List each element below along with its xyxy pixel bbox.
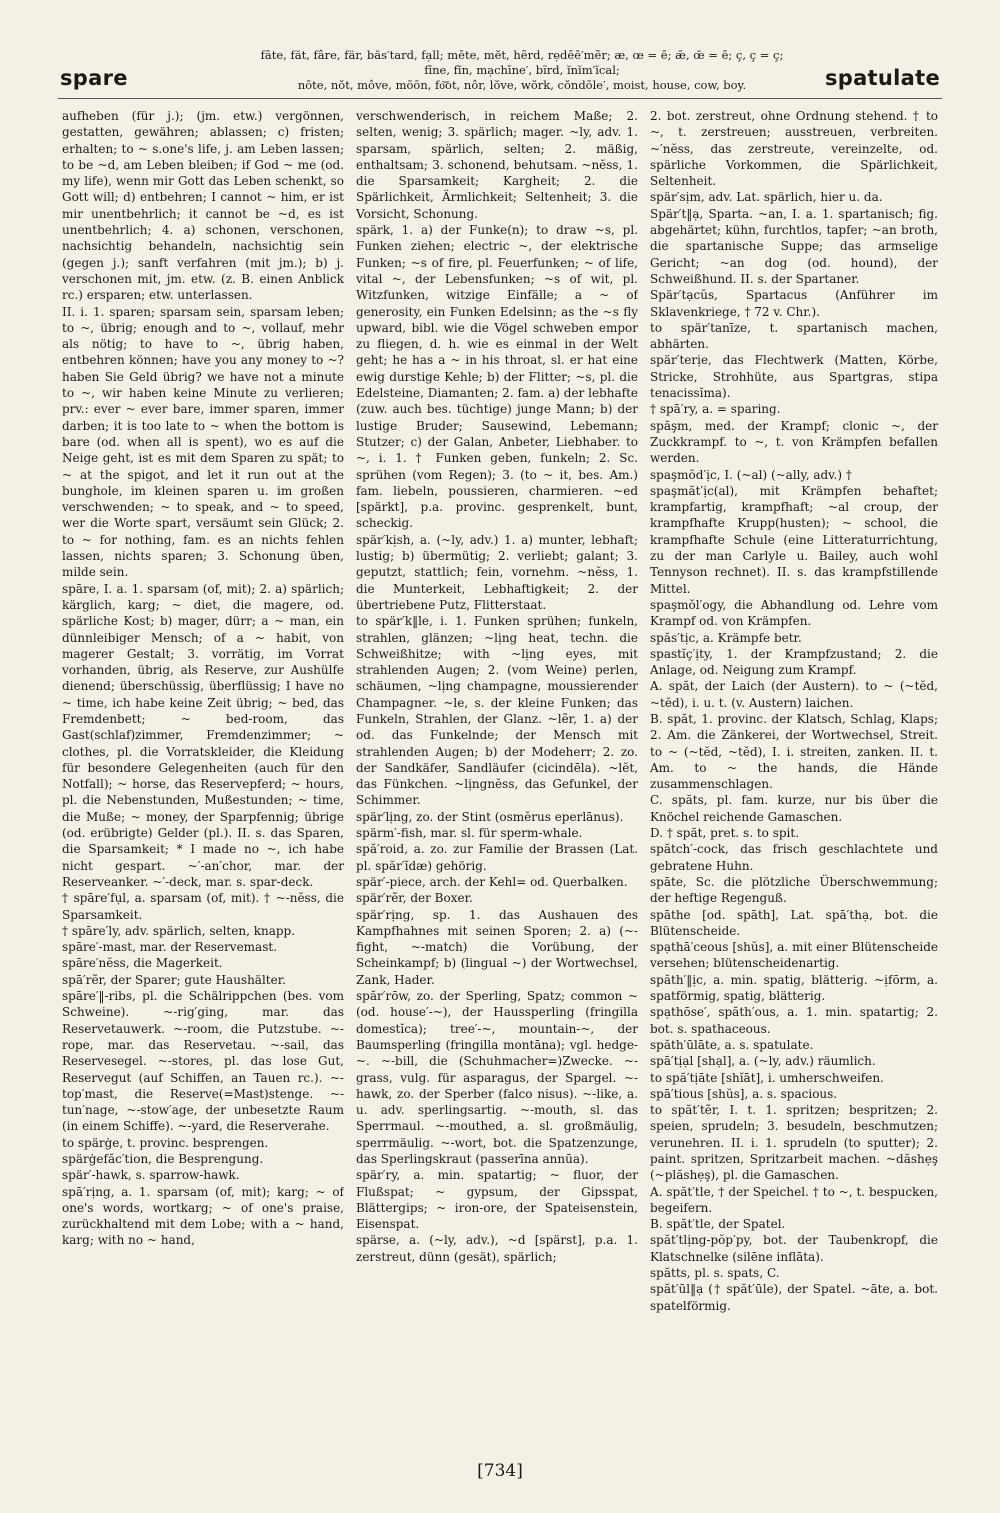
dictionary-entry: C. spăts, pl. fam. kurze, nur bis über die Knöchel reichende Gamaschen. [650, 793, 938, 824]
dictionary-entry: spătch′-cock, das frisch geschlachtete und gebratene Huhn. [650, 842, 938, 873]
dictionary-entry: spastĭç′ịty, 1. der Krampfzustand; 2. die Anlage, od. Neigung zum Krampf. [650, 646, 938, 678]
dictionary-entry: spär′ry, a. min. spatartig; ~ fluor, der Flußspat; ~ gypsum, der Gipsspat, Blättergips; ~ iron-ore, der Spateisenstein, Eisenspat. [356, 1168, 638, 1232]
dictionary-entry: † spā′ry, a. = sparing. [650, 402, 781, 417]
column-2 [356, 108, 638, 1446]
dictionary-entry: spăt′ūl‖ạ († spăt′ūle), der Spatel. ~āte, a. bot. spatelförmig. [650, 1282, 938, 1313]
dictionary-entry: spär′lịng, zo. der Stint (osmĕrus eperlānus). [356, 809, 624, 824]
dictionary-entry: spär′-hawk, s. sparrow-hawk. [62, 1168, 240, 1183]
dictionary-entry: spā′tịạl [shạl], a. (~ly, adv.) räumlich. [650, 1054, 876, 1069]
dictionary-entry: spāre′‖-ribs, pl. die Schälrippchen (bes. vom Schweine). ~-rig′ging, mar. das Reservetauwerk. ~-room, die Putzstube. ~-rope, mar. das Reservetau. ~-sail, das Reservesegel. ~-stores, pl. das lose Gut, Reservegut (auf Schiffen, an Tauen rc.). ~-top′mast, die Reserve(=Mast)stenge. ~-tun′nage, ~-stow′age, der unbesetzte Raum (in einem Schiffe). ~-yard, die Reserverahe. [62, 989, 344, 1134]
dictionary-entry: spär′kịsh, a. (~ly, adv.) 1. a) munter, lebhaft; lustig; b) übermütig; 2. verliebt; galant; 3. geputzt, stattlich; fein, vornehm. ~nĕss, 1. die Munterkeit, Lebhaftigkeit; 2. der übertriebene Putz, Flitterstaat. [356, 532, 638, 612]
dictionary-entry: spaşmŏl′ogy, die Abhandlung od. Lehre vom Krampf od. von Krämpfen. [650, 597, 938, 629]
dictionary-entry: to spă′tịāte [shĭāt], i. umherschweifen. [650, 1070, 884, 1085]
left-running-headword: spare [60, 66, 128, 90]
dictionary-entry: spär′rẽr, der Boxer. [356, 891, 473, 906]
dictionary-entry: spā′rịng, a. 1. sparsam (of, mit); karg; ~ of one's words, wortkarg; ~ of one's praise, zurückhaltend mit dem Lobe; with a ~ hand, karg; with no ~ hand, [62, 1184, 344, 1248]
dictionary-entry: † spāre′fụl, a. sparsam (of, mit). † ~-nĕss, die Sparsamkeit. [62, 891, 344, 922]
dictionary-entry: spăr′rōw, zo. der Sperling, Spatz; common ~ (od. house′-~), der Haussperling (fringilla domestĭca); tree′-~, mountain-~, der Baumsperling (fringilla montāna); vgl. hedge-~. ~-bill, die (Schuhmacher=)Zwecke. ~-grass, vulg. für asparagus, der Spargel. ~-hawk, zo. der Sperber (falco nisus). ~-like, a. u. adv. sperlingsartig. ~-mouth, sl. das Sperrmaul. ~-mouthed, a. sl. großmäulig, sperrmäulig. ~-wort, bot. die Spatzenzunge, das Sperlingskraut (passerīna annūa). [356, 989, 638, 1166]
column-3 [650, 108, 938, 1446]
pronunciation-guide [242, 48, 802, 93]
dictionary-entry: spăth′‖ịc, a. min. spatig, blätterig. ~ịfōrm, a. spatförmig, spatig, blätterig. [650, 972, 938, 1004]
dictionary-entry: spăşm, med. der Krampf; clonic ~, der Zuckkrampf. to ~, t. von Krämpfen befallen werden. [650, 418, 938, 466]
dictionary-entry: spă′roid, a. zo. zur Familie der Brassen (Lat. pl. spăr′ĭdæ) gehörig. [356, 842, 638, 873]
dictionary-entry: spătts, pl. s. spats, C. [650, 1266, 780, 1281]
dictionary-entry: to spär′tanīze, t. spartanisch machen, abhärten. [650, 320, 938, 352]
dictionary-entry: spāre′-mast, mar. der Reservemast. [62, 940, 278, 955]
dictionary-entry: † spāre′ly, adv. spärlich, selten, knapp. [62, 923, 296, 938]
dictionary-entry: verschwenderisch, in reichem Maße; 2. selten, wenig; 3. spärlich; mager. ~ly, adv. 1. sparsam, spärlich, selten; 2. mäßig, enthaltsam; 3. schonend, behutsam. ~nĕss, 1. die Sparsamkeit; Kargheit; 2. die Spärlichkeit, Ärmlichkeit; Seltenheit; 3. die Vorsicht, Schonung. [356, 109, 638, 221]
dictionary-entry: to spăt′tẽr, I. t. 1. spritzen; bespritzen; 2. speien, sprudeln; 3. besudeln, beschmutzen; verunehren. II. i. 1. sprudeln (to sputter); 2. paint. spritzen, Spritzarbeit machen. ~dăshẹş (~plăshẹş), pl. die Gamaschen. [650, 1103, 938, 1183]
right-running-headword: spatulate [824, 66, 940, 90]
dictionary-entry: spärse, a. (~ly, adv.), ~d [spärst], p.a. 1. zerstreut, dünn (gesät), spärlich; [356, 1233, 638, 1264]
pronunciation-guide-line-3: nōte, nŏt, môve, mōōn, fo͝ot, nôr, lŏve, wŏrk, cŏndōle′, moist, house, cow, boy. [297, 78, 747, 92]
dictionary-entry: spär′sịm, adv. Lat. spärlich, hier u. da. [650, 190, 883, 205]
pronunciation-guide-line-1: fāte, făt, fâre, fär, băs′tard, fạll; mēte, mĕt, hẽrd, rẹdēē′mẽr; æ, œ = ē; ǣ, œ̄ = ē; ç, ç = ç; [260, 48, 784, 62]
dictionary-entry: B. spăt′tle, der Spatel. [650, 1217, 786, 1232]
dictionary-entry: spāte, Sc. die plötzliche Überschwemmung; der heftige Regenguß. [650, 874, 938, 906]
dictionary-entry: spạthā′ceous [shŭs], a. mit einer Blütenscheide versehen; blütenscheidenartig. [650, 940, 938, 971]
page-number: [734] [477, 1461, 523, 1481]
dictionary-entry: spā′tious [shŭs], a. s. spacious. [650, 1086, 838, 1101]
dictionary-entry: Spär′tạcŭs, Spartacus (Anführer im Sklavenkriege, † 72 v. Chr.). [650, 288, 938, 319]
dictionary-entry: spär′terịe, das Flechtwerk (Matten, Körbe, Stricke, Strohhüte, aus Spartgras, stipa tenacissĭma). [650, 353, 938, 401]
dictionary-entry: spaşmŏd′ịc, I. (~al) (~ally, adv.) † [650, 467, 852, 482]
dictionary-entry: spăs′tịc, a. Krämpfe betr. [650, 630, 802, 645]
dictionary-entry: A. spăt′tle, † der Speichel. † to ~, t. bespucken, begeifern. [650, 1184, 938, 1215]
header-rule [58, 98, 942, 99]
dictionary-entry: spär′-piece, arch. der Kehl= od. Querbalken. [356, 874, 628, 889]
pronunciation-guide-line-2: fīne, fĭn, mạchīne′, bĩrd, ĭnĭm′ĭcal; [424, 63, 620, 77]
dictionary-entry: spāre, I. a. 1. sparsam (of, mit); 2. a) spärlich; kärglich, karg; ~ diet, die magere, od. spärliche Kost; b) mager, dürr; a ~ man, ein dünnleibiger Mensch; of a ~ habit, von magerer Gestalt; 3. vorrätig, im Vorrat vorhanden, übrig, als Reserve, zur Aushülfe dienend; überschüssig, überflüssig; I have no ~ time, ich habe keine Zeit übrig; ~ bed, das Fremdenbett; ~ bed-room, das Gast(schlaf)zimmer, Fremdenzimmer; ~ clothes, pl. die Vorratskleider, die Kleidung für besondere Gelegenheiten (auch für den Notfall); ~ horse, das Reservepferd; ~ hours, pl. die Nebenstunden, Mußestunden; ~ time, die Muße; ~ money, der Sparpfennig; übrige (od. erübrigte) Gelder (pl.). II. s. das Sparen, die Sparsamkeit; * I made no ~, ich habe nicht gespart. ~′-an′chor, mar. der Reserveanker. ~′-deck, mar. s. spar-deck. [62, 581, 344, 889]
dictionary-entry: to spärġe, t. provinc. besprengen. [62, 1135, 269, 1150]
dictionary-entry: spăt′tlịng-pŏp′py, bot. der Taubenkropf, die Klatschnelke (silēne inflāta). [650, 1233, 938, 1264]
dictionary-entry: B. spăt, 1. provinc. der Klatsch, Schlag, Klaps; 2. Am. die Zänkerei, der Wortwechsel, Streit. to ~ (~tĕd, ~tĕd), I. i. streiten, zanken. II. t. Am. to ~ the hands, die Hände zusammenschlagen. [650, 711, 938, 792]
dictionary-entry: spärk, 1. a) der Funke(n); to draw ~s, pl. Funken ziehen; electric ~, der elektrische Funken; ~s of fire, pl. Feuerfunken; ~ of life, vital ~, der Lebensfunken; ~s of wit, pl. Witzfunken, witzige Einfälle; a ~ of generosity, ein Funken Edelsinn; as the ~s fly upward, bibl. wie die Vögel schweben empor zu fliegen, d. h. wie es einmal in der Welt geht; he has a ~ in his throat, sl. er hat eine ewig durstige Kehle; b) der Flitter; ~s, pl. die Edelsteine, Diamanten; 2. fam. a) der lebhafte (zuw. auch bes. tüchtige) junge Mann; b) der lustige Bruder; Sausewind, Lebemann; Stutzer; c) der Galan, Anbeter, Liebhaber. to ~, i. 1. † Funken geben, funkeln; 2. Sc. sprühen (vom Regen); 3. (to ~ it, bes. Am.) fam. liebeln, poussieren, charmieren. ~ed [spärkt], p.a. provinc. gesprenkelt, bunt, scheckig. [356, 223, 638, 531]
dictionary-entry: spär′rịng, sp. 1. das Aushauen des Kampfhahnes mit seinen Sporen; 2. a) (~-fight, ~-match) die Vorübung, der Scheinkampf; b) (lingual ~) der Wortwechsel, Zank, Hader. [356, 907, 638, 987]
dictionary-entry: spạthōse′, spăth′ous, a. 1. min. spatartig; 2. bot. s. spathaceous. [650, 1005, 938, 1036]
dictionary-entry: spärm′-fish, mar. sl. für sperm-whale. [356, 826, 583, 841]
dictionary-entry: spăth′ūlāte, a. s. spatulate. [650, 1037, 814, 1052]
dictionary-entry: spāthe [od. spāth], Lat. spā′thạ, bot. die Blütenscheide. [650, 907, 938, 938]
dictionary-entry: spaşmăt′ịc(al), mit Krämpfen behaftet; krampfartig, krampfhaft; ~al croup, der krampfhafte Krupp(husten); ~ school, die krampfhafte Schule (eine Litteraturrichtung, zu der man Carlyle u. Bailey, auch wohl Tennyson rechnet). II. s. das krampfstillende Mittel. [650, 483, 938, 596]
dictionary-entry: to spär′k‖le, i. 1. Funken sprühen; funkeln, strahlen, glänzen; ~lịng heat, techn. die Schweißhitze; with ~lịng eyes, mit strahlenden Augen; 2. (vom Weine) perlen, schäumen, ~lịng champagne, moussierender Champagner. ~le, s. der kleine Funken; das Funkeln, Strahlen, der Glanz. ~lẽr, 1. a) der od. das Funkelnde; der Mensch mit strahlenden Augen; b) der Modeherr; 2. zo. der Sandkäfer, Sandläufer (cicindēla). ~lĕt, das Fünkchen. ~lịngnĕss, das Gefunkel, der Schimmer. [356, 614, 638, 808]
dictionary-entry: spāre′nĕss, die Magerkeit. [62, 956, 223, 971]
dictionary-entry: A. spăt, der Laich (der Austern). to ~ (~tĕd, ~tĕd), i. u. t. (v. Austern) laichen. [650, 679, 938, 710]
column-1 [62, 108, 344, 1446]
dictionary-entry: spärġefăc′tion, die Besprengung. [62, 1152, 264, 1166]
dictionary-entry: 2. bot. zerstreut, ohne Ordnung stehend. † to ~, t. zerstreuen; ausstreuen, verbreiten. ~′nĕss, das zerstreute, vereinzelte, od. spärliche Vorkommen, die Spärlichkeit, Seltenheit. [650, 109, 938, 189]
dictionary-entry: D. † spăt, pret. s. to spit. [650, 826, 800, 841]
dictionary-entry: spā′rẽr, der Sparer; gute Haushälter. [62, 972, 286, 987]
dictionary-entry: aufheben (für j.); (jm. etw.) vergönnen, gestatten, gewähren; ablassen; c) fristen; erhalten; to ~ s.one's life, j. am Leben lassen; to be ~d, am Leben bleiben; if God ~ me (od. my life), wenn mir Gott das Leben schenkt, so Gott will; d) entbehren; I cannot ~ him, er ist mir unentbehrlich; it cannot be ~d, es ist unentbehrlich; 4. a) schonen, verschonen, nachsichtig behandeln, nachsichtig sein (gegen j.); sanft verfahren (mit jm.); b) j. verschonen mit, jm. etw. (z. B. einen Anblick rc.) ersparen; etw. unterlassen. [62, 109, 344, 303]
dictionary-entry: II. i. 1. sparen; sparsam sein, sparsam leben; to ~, übrig; enough and to ~, vollauf, mehr als nötig; to have to ~, übrig haben, entbehren können; have you any money to ~? haben Sie Geld übrig? we have not a minute to ~, wir haben keine Minute zu verlieren; prv.: ever ~ ever bare, immer sparen, immer darben; it is too late to ~ when the bottom is bare (od. when all is spent), wo es auf die Neige geht, ist es mit dem Sparen zu spät; to ~ at the spigot, and let it run out at the bunghole, im kleinen sparen u. im großen verschwenden; ~ to speak, and ~ to speed, wer die Worte spart, versäumt sein Glück; 2. to ~ for nothing, fam. es an nichts fehlen lassen, nichts sparen; 3. Schonung üben, milde sein. [62, 304, 344, 580]
dictionary-entry: Spär′t‖ạ, Sparta. ~an, I. a. 1. spartanisch; fig. abgehärtet; kühn, furchtlos, tapfer; ~an broth, die spartanische Suppe; das armselige Gericht; ~an dog (od. hound), der Schweißhund. II. s. der Spartaner. [650, 206, 938, 286]
